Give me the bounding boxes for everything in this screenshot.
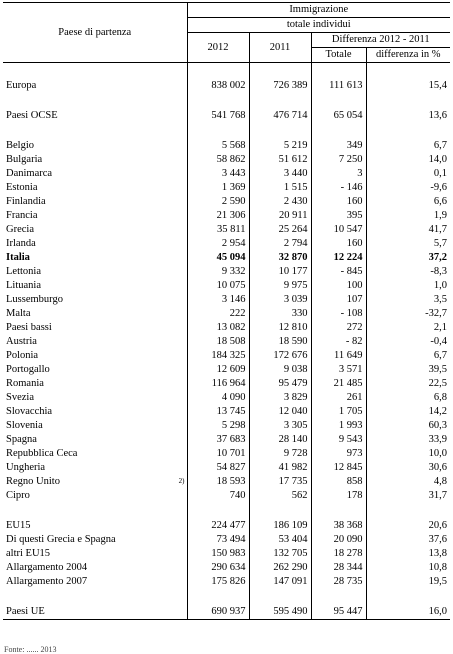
value-diff-total: 18 278 — [311, 547, 366, 561]
value-diff-pct: 10,0 — [366, 447, 450, 461]
country-name-cell — [3, 153, 187, 167]
table-row — [3, 109, 450, 123]
value-2012: 222 — [229, 308, 246, 319]
value-2011: 3 440 — [249, 167, 311, 181]
country-name-cell — [3, 109, 187, 123]
country-name: Portogallo — [6, 364, 50, 375]
spacer-row — [3, 63, 450, 80]
value-diff-total: 28 735 — [311, 575, 366, 589]
spacer-cell — [3, 503, 187, 519]
value-2011: 330 — [249, 307, 311, 321]
value-2012: 12 609 — [216, 364, 246, 375]
spacer-row — [3, 503, 450, 519]
value-diff-pct: 19,5 — [366, 575, 450, 589]
country-name-cell — [3, 265, 187, 279]
table-row — [3, 533, 450, 547]
value-diff-pct: 16,0 — [366, 605, 450, 620]
country-name: Cipro — [6, 490, 30, 501]
immigration-table — [3, 2, 450, 620]
country-name-cell — [3, 363, 187, 377]
value-diff-total: 95 447 — [311, 605, 366, 620]
country-name: Austria — [6, 336, 37, 347]
value-2011: 10 177 — [249, 265, 311, 279]
country-name: Italia — [6, 252, 30, 263]
spacer-cell — [249, 123, 311, 139]
value-diff-total: 100 — [311, 279, 366, 293]
value-diff-total: 261 — [311, 391, 366, 405]
value-2012: 13 745 — [216, 406, 246, 417]
country-name: altri EU15 — [6, 548, 51, 559]
value-2012: 224 477 — [211, 520, 246, 531]
value-diff-total: 21 485 — [311, 377, 366, 391]
country-name-cell — [3, 279, 187, 293]
country-name: Finlandia — [6, 196, 46, 207]
table-row — [3, 405, 450, 419]
country-name-cell — [3, 575, 187, 589]
value-2011: 51 612 — [249, 153, 311, 167]
country-name-cell — [3, 561, 187, 575]
value-2011: 9 975 — [249, 279, 311, 293]
spacer-row — [3, 123, 450, 139]
country-name-cell — [3, 223, 187, 237]
country-name: Grecia — [6, 224, 34, 235]
value-diff-pct: 6,7 — [366, 139, 450, 153]
value-diff-total: 395 — [311, 209, 366, 223]
value-diff-pct: 6,7 — [366, 349, 450, 363]
country-name: Bulgaria — [6, 154, 43, 165]
value-diff-total: 12 845 — [311, 461, 366, 475]
value-2011: 9 038 — [249, 363, 311, 377]
value-diff-pct: 22,5 — [366, 377, 450, 391]
value-diff-pct: 3,5 — [366, 293, 450, 307]
value-2012: 10 701 — [216, 448, 246, 459]
country-name: Allargamento 2007 — [6, 576, 88, 587]
value-2012: 18 593 — [216, 476, 246, 487]
spacer-cell — [311, 503, 366, 519]
country-name: Belgio — [6, 140, 34, 151]
country-name: Danimarca — [6, 168, 53, 179]
country-name: Paesi OCSE — [6, 110, 58, 121]
value-2011: 562 — [249, 489, 311, 503]
value-diff-total: 973 — [311, 447, 366, 461]
country-name-cell — [3, 307, 187, 321]
value-2012: 5 568 — [221, 140, 246, 151]
header-immigrazione: Immigrazione — [187, 3, 450, 18]
value-diff-total: 3 571 — [311, 363, 366, 377]
value-2011: 476 714 — [249, 109, 311, 123]
value-2011: 95 479 — [249, 377, 311, 391]
value-diff-total: 28 344 — [311, 561, 366, 575]
value-diff-total: 7 250 — [311, 153, 366, 167]
value-diff-total: 160 — [311, 237, 366, 251]
country-name-cell — [3, 349, 187, 363]
spacer-cell — [311, 123, 366, 139]
value-2011: 53 404 — [249, 533, 311, 547]
value-2011: 3 829 — [249, 391, 311, 405]
spacer-cell — [187, 589, 249, 605]
value-diff-pct: 37,6 — [366, 533, 450, 547]
header-diff-pct: differenza in % — [366, 48, 450, 63]
country-name-cell — [3, 547, 187, 561]
table-row — [3, 251, 450, 265]
value-diff-total: 10 547 — [311, 223, 366, 237]
table-row — [3, 575, 450, 589]
value-diff-pct: -9,6 — [366, 181, 450, 195]
table-row — [3, 391, 450, 405]
value-2012: 175 826 — [211, 576, 246, 587]
value-2011: 41 982 — [249, 461, 311, 475]
spacer-cell — [249, 503, 311, 519]
spacer-cell — [249, 63, 311, 80]
country-name: Estonia — [6, 182, 38, 193]
value-diff-total: 272 — [311, 321, 366, 335]
country-name: Europa — [6, 80, 37, 91]
country-name: Ungheria — [6, 462, 46, 473]
value-diff-pct: 31,7 — [366, 489, 450, 503]
table-row — [3, 307, 450, 321]
value-2011: 262 290 — [249, 561, 311, 575]
value-diff-pct: 10,8 — [366, 561, 450, 575]
table-row — [3, 167, 450, 181]
table-row — [3, 209, 450, 223]
spacer-cell — [187, 93, 249, 109]
country-name: Regno Unito — [6, 476, 60, 487]
table-row — [3, 195, 450, 209]
country-name-cell — [3, 321, 187, 335]
value-diff-pct: -32,7 — [366, 307, 450, 321]
table-row — [3, 139, 450, 153]
value-diff-pct: 37,2 — [366, 251, 450, 265]
value-diff-total: 1 705 — [311, 405, 366, 419]
value-diff-total: 9 543 — [311, 433, 366, 447]
footer-source: Fonte: ...... 2013 — [4, 645, 57, 654]
country-name-cell — [3, 433, 187, 447]
value-diff-total: 858 — [311, 475, 366, 489]
header-differenza: Differenza 2012 - 2011 — [311, 33, 450, 48]
value-2012: 184 325 — [211, 350, 246, 361]
table-row — [3, 489, 450, 503]
country-name: EU15 — [6, 520, 31, 531]
value-diff-total: 3 — [311, 167, 366, 181]
country-name-cell — [3, 475, 187, 489]
country-name-cell — [3, 489, 187, 503]
value-diff-total: - 845 — [311, 265, 366, 279]
value-diff-pct: 60,3 — [366, 419, 450, 433]
country-name: Polonia — [6, 350, 39, 361]
table-row — [3, 561, 450, 575]
country-name-cell — [3, 519, 187, 533]
spacer-cell — [187, 123, 249, 139]
value-diff-pct: 33,9 — [366, 433, 450, 447]
value-diff-total: - 82 — [311, 335, 366, 349]
table-row — [3, 419, 450, 433]
value-diff-pct: -8,3 — [366, 265, 450, 279]
table-row — [3, 79, 450, 93]
country-name-cell — [3, 251, 187, 265]
value-2012: 4 090 — [221, 392, 246, 403]
table-row — [3, 519, 450, 533]
spacer-cell — [3, 63, 187, 80]
spacer-cell — [311, 63, 366, 80]
value-2011: 1 515 — [249, 181, 311, 195]
value-2012: 2 590 — [221, 196, 246, 207]
table-row — [3, 321, 450, 335]
table-row — [3, 433, 450, 447]
table-row — [3, 293, 450, 307]
value-2012: 13 082 — [216, 322, 246, 333]
value-2012: 45 094 — [216, 252, 246, 263]
value-diff-total: 160 — [311, 195, 366, 209]
country-name: Paesi UE — [6, 606, 45, 617]
table-row — [3, 461, 450, 475]
table-row — [3, 335, 450, 349]
value-2012: 541 768 — [211, 110, 246, 121]
value-2011: 726 389 — [249, 79, 311, 93]
value-2012: 58 862 — [216, 154, 246, 165]
value-diff-total: 11 649 — [311, 349, 366, 363]
spacer-cell — [187, 63, 249, 80]
country-name-cell — [3, 461, 187, 475]
value-diff-total: 65 054 — [311, 109, 366, 123]
spacer-cell — [3, 589, 187, 605]
value-diff-total: 107 — [311, 293, 366, 307]
value-diff-pct: 1,9 — [366, 209, 450, 223]
value-2011: 186 109 — [249, 519, 311, 533]
country-name-cell — [3, 167, 187, 181]
country-name: Di questi Grecia e Spagna — [6, 534, 116, 545]
value-diff-pct: 5,7 — [366, 237, 450, 251]
country-name: Malta — [6, 308, 31, 319]
value-2011: 18 590 — [249, 335, 311, 349]
header-year-2012: 2012 — [187, 33, 249, 63]
spacer-cell — [187, 503, 249, 519]
country-name: Slovacchia — [6, 406, 53, 417]
value-diff-total: - 108 — [311, 307, 366, 321]
value-2012: 35 811 — [217, 224, 246, 235]
value-2011: 5 219 — [249, 139, 311, 153]
value-2011: 12 810 — [249, 321, 311, 335]
value-2011: 20 911 — [249, 209, 311, 223]
country-name-cell — [3, 209, 187, 223]
spacer-row — [3, 589, 450, 605]
country-name-cell — [3, 237, 187, 251]
country-name-cell — [3, 377, 187, 391]
country-name: Slovenia — [6, 420, 43, 431]
value-2012: 116 964 — [211, 378, 246, 389]
country-name-cell — [3, 391, 187, 405]
table-row — [3, 181, 450, 195]
value-2012: 18 508 — [216, 336, 246, 347]
value-diff-pct: 30,6 — [366, 461, 450, 475]
value-2012: 9 332 — [221, 266, 246, 277]
value-diff-pct: 20,6 — [366, 519, 450, 533]
value-2012: 3 443 — [221, 168, 246, 179]
country-name: Paesi bassi — [6, 322, 52, 333]
footnote-marker: 2) — [178, 477, 185, 485]
value-diff-pct: 14,0 — [366, 153, 450, 167]
value-diff-pct: 4,8 — [366, 475, 450, 489]
value-diff-pct: 13,6 — [366, 109, 450, 123]
country-name-cell — [3, 195, 187, 209]
spacer-cell — [3, 93, 187, 109]
value-2012: 73 494 — [216, 534, 246, 545]
value-2012: 37 683 — [216, 434, 246, 445]
country-name: Repubblica Ceca — [6, 448, 78, 459]
spacer-cell — [366, 63, 450, 80]
table-row — [3, 377, 450, 391]
value-2012: 54 827 — [216, 462, 246, 473]
table-row — [3, 605, 450, 620]
value-2011: 9 728 — [249, 447, 311, 461]
header-diff-totale: Totale — [311, 48, 366, 63]
spacer-cell — [366, 93, 450, 109]
value-diff-pct: 15,4 — [366, 79, 450, 93]
value-2012: 2 954 — [221, 238, 246, 249]
value-diff-pct: 2,1 — [366, 321, 450, 335]
country-name: Lettonia — [6, 266, 41, 277]
value-diff-total: 178 — [311, 489, 366, 503]
value-diff-pct: -0,4 — [366, 335, 450, 349]
value-diff-total: 20 090 — [311, 533, 366, 547]
country-name: Francia — [6, 210, 38, 221]
table-row — [3, 223, 450, 237]
value-2012: 10 075 — [216, 280, 246, 291]
value-diff-total: 349 — [311, 139, 366, 153]
value-diff-pct: 39,5 — [366, 363, 450, 377]
header-year-2011: 2011 — [249, 33, 311, 63]
table-row — [3, 447, 450, 461]
value-2011: 28 140 — [249, 433, 311, 447]
value-2011: 172 676 — [249, 349, 311, 363]
value-2012: 3 146 — [221, 294, 246, 305]
spacer-cell — [366, 503, 450, 519]
value-2012: 21 306 — [216, 210, 246, 221]
country-name-cell — [3, 533, 187, 547]
table-row — [3, 237, 450, 251]
value-diff-pct: 41,7 — [366, 223, 450, 237]
value-2012: 838 002 — [211, 80, 246, 91]
value-2011: 2 794 — [249, 237, 311, 251]
spacer-cell — [311, 93, 366, 109]
value-2012: 290 634 — [211, 562, 246, 573]
value-diff-pct: 14,2 — [366, 405, 450, 419]
table-row — [3, 279, 450, 293]
country-name-cell — [3, 139, 187, 153]
spacer-cell — [366, 589, 450, 605]
value-2011: 595 490 — [249, 605, 311, 620]
value-2012: 5 298 — [221, 420, 246, 431]
table-row — [3, 475, 450, 489]
value-2011: 3 305 — [249, 419, 311, 433]
country-name: Svezia — [6, 392, 34, 403]
value-diff-pct: 13,8 — [366, 547, 450, 561]
header-country: Paese di partenza — [3, 3, 187, 63]
country-name: Spagna — [6, 434, 37, 445]
country-name-cell — [3, 79, 187, 93]
value-diff-total: 111 613 — [311, 79, 366, 93]
country-name: Allargamento 2004 — [6, 562, 88, 573]
value-2011: 2 430 — [249, 195, 311, 209]
spacer-cell — [3, 123, 187, 139]
value-2011: 25 264 — [249, 223, 311, 237]
value-diff-total: 1 993 — [311, 419, 366, 433]
spacer-cell — [249, 93, 311, 109]
value-2012: 1 369 — [221, 182, 246, 193]
value-diff-pct: 6,8 — [366, 391, 450, 405]
table-row — [3, 363, 450, 377]
spacer-cell — [249, 589, 311, 605]
table-body — [3, 63, 450, 620]
country-name-cell — [3, 293, 187, 307]
spacer-cell — [311, 589, 366, 605]
spacer-row — [3, 93, 450, 109]
country-name: Lussemburgo — [6, 294, 63, 305]
table-row — [3, 349, 450, 363]
spacer-cell — [366, 123, 450, 139]
country-name: Irlanda — [6, 238, 36, 249]
table-row — [3, 265, 450, 279]
table-row — [3, 153, 450, 167]
value-2011: 17 735 — [249, 475, 311, 489]
country-name-cell — [3, 605, 187, 620]
country-name-cell — [3, 335, 187, 349]
value-diff-pct: 1,0 — [366, 279, 450, 293]
table-row — [3, 547, 450, 561]
country-name-cell — [3, 181, 187, 195]
value-diff-total: - 146 — [311, 181, 366, 195]
header-totale-individui: totale individui — [187, 18, 450, 33]
value-2011: 3 039 — [249, 293, 311, 307]
value-2011: 32 870 — [249, 251, 311, 265]
value-2012: 740 — [229, 490, 246, 501]
value-2011: 147 091 — [249, 575, 311, 589]
value-2011: 132 705 — [249, 547, 311, 561]
country-name: Romania — [6, 378, 44, 389]
value-2012: 150 983 — [211, 548, 246, 559]
country-name-cell — [3, 419, 187, 433]
country-name: Lituania — [6, 280, 41, 291]
country-name-cell — [3, 405, 187, 419]
value-diff-total: 38 368 — [311, 519, 366, 533]
value-2012: 690 937 — [187, 605, 249, 620]
value-diff-pct: 6,6 — [366, 195, 450, 209]
value-diff-pct: 0,1 — [366, 167, 450, 181]
country-name-cell — [3, 447, 187, 461]
value-2011: 12 040 — [249, 405, 311, 419]
value-diff-total: 12 224 — [311, 251, 366, 265]
